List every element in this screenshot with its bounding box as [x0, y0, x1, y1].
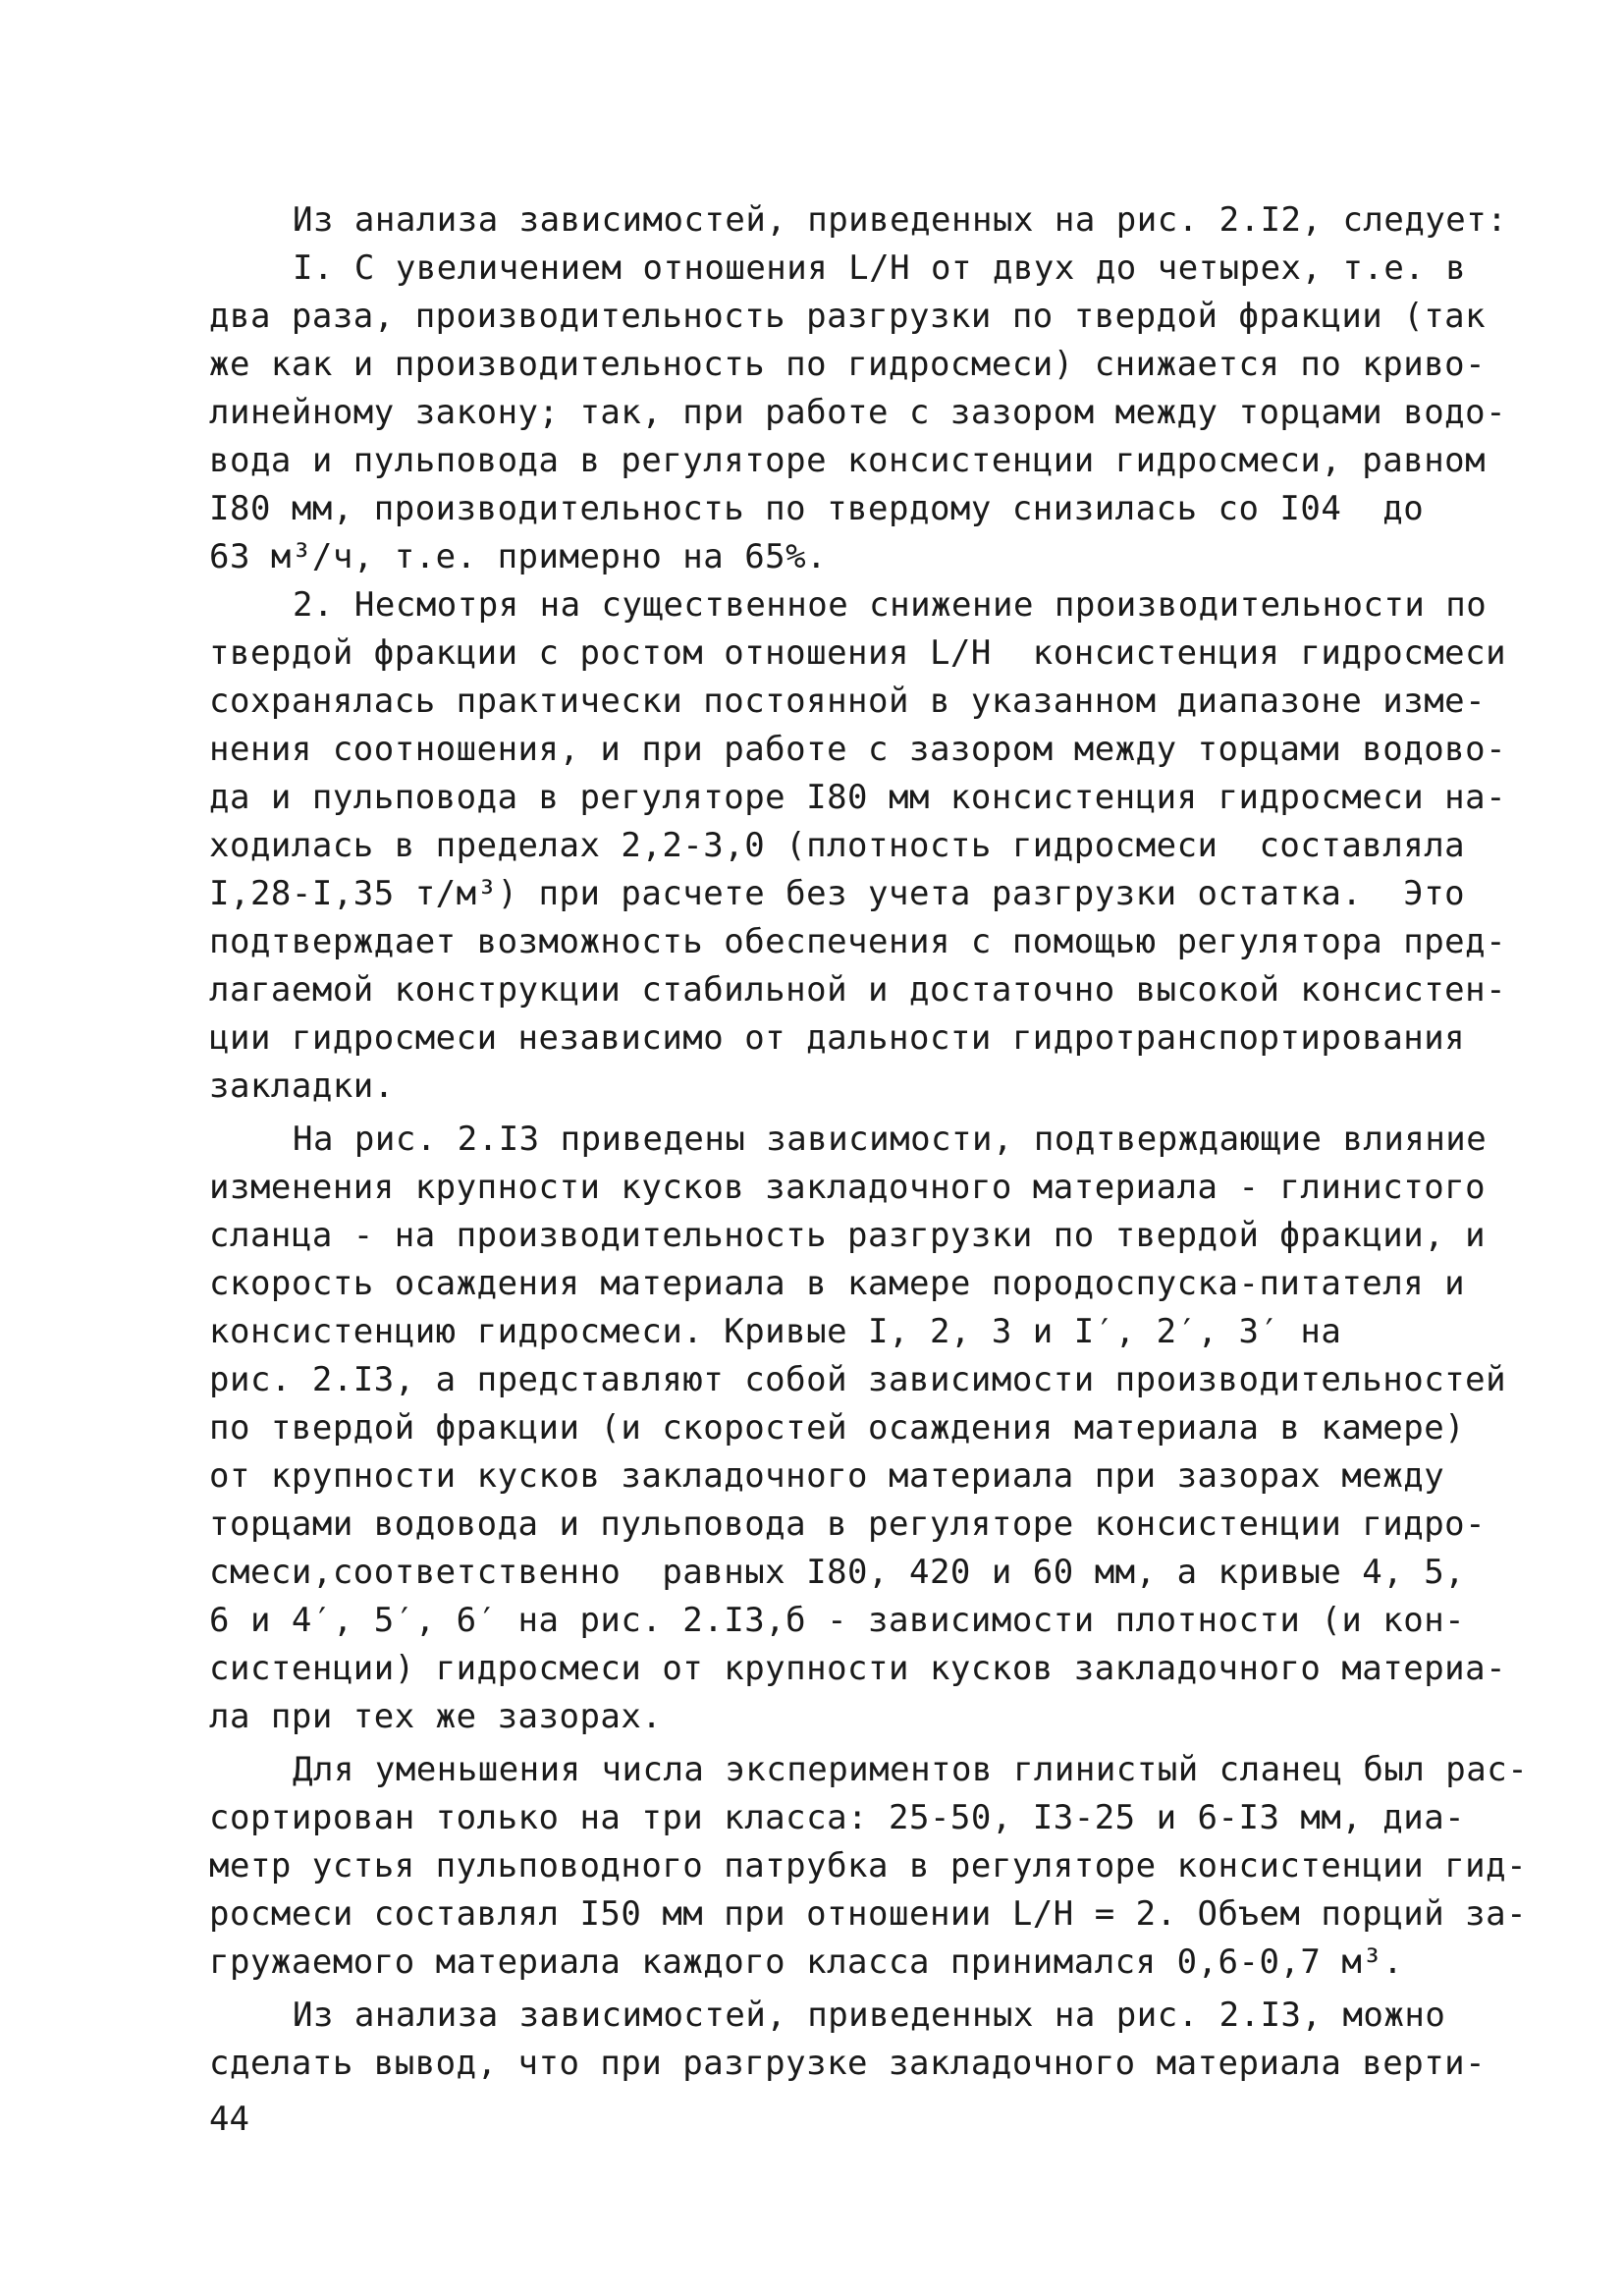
text-line: вода и пульповода в регуляторе консистенции гидросмеси, равном	[209, 441, 1487, 480]
text-line: ходилась в пределах 2,2-3,0 (плотность гидросмеси составляла	[209, 826, 1466, 865]
text-line: торцами водовода и пульповода в регуляторе консистенции гидро-	[209, 1504, 1487, 1544]
text-line: 6 и 4′, 5′, 6′ на рис. 2.I3,б - зависимости плотности (и кон-	[209, 1601, 1466, 1640]
text-line: сортирован только на три класса: 25-50, I3-25 и 6-I3 мм, диа-	[209, 1798, 1466, 1837]
text-line: подтверждает возможность обеспечения с помощью регулятора пред-	[209, 922, 1507, 961]
text-line: скорость осаждения материала в камере породоспуска-питателя и	[209, 1264, 1466, 1303]
text-line: росмеси составлял I50 мм при отношении L/H = 2. Объем порций за-	[209, 1894, 1528, 1934]
text-line: смеси,соответственно равных I80, 420 и 60 мм, а кривые 4, 5,	[209, 1553, 1466, 1592]
text-line: I80 мм, производительность по твердому снизилась со I04 до	[209, 489, 1425, 528]
text-line: лагаемой конструкции стабильной и достаточно высокой консистен-	[209, 970, 1507, 1010]
text-line: сделать вывод, что при разгрузке закладочного материала верти-	[209, 2044, 1487, 2083]
text-line: I,28-I,35 т/м³) при расчете без учета разгрузки остатка. Это	[209, 874, 1466, 913]
text-line: закладки.	[209, 1066, 395, 1106]
text-line: да и пульповода в регуляторе I80 мм консистенция гидросмеси на-	[209, 778, 1507, 817]
text-line: Из анализа зависимостей, приведенных на рис. 2.I3, можно	[293, 1995, 1446, 2035]
text-line: 2. Несмотря на существенное снижение производительности по	[293, 585, 1488, 625]
text-line: же как и производительность по гидросмеси) снижается по криво-	[209, 345, 1487, 384]
text-line: Для уменьшения числа экспериментов глинистый сланец был рас-	[293, 1750, 1529, 1789]
text-line: два раза, производительность разгрузки по твердой фракции (так	[209, 297, 1487, 336]
text-line: ции гидросмеси независимо от дальности гидротранспортирования	[209, 1018, 1466, 1058]
text-line: нения соотношения, и при работе с зазором между торцами водово-	[209, 730, 1507, 769]
text-line: I. С увеличением отношения L/H от двух до четырех, т.е. в	[293, 248, 1467, 288]
text-line: рис. 2.I3, а представляют собой зависимости производительностей	[209, 1360, 1507, 1399]
text-line: ла при тех же зазорах.	[209, 1697, 663, 1736]
text-line: от крупности кусков закладочного материала при зазорах между	[209, 1456, 1445, 1496]
text-line: сланца - на производительность разгрузки по твердой фракции, и	[209, 1216, 1487, 1255]
text-line: консистенцию гидросмеси. Кривые I, 2, 3 и I′, 2′, 3′ на	[209, 1312, 1342, 1351]
page-number: 44	[209, 2100, 249, 2139]
text-line: линейному закону; так, при работе с зазором между торцами водо-	[209, 393, 1507, 432]
text-line: твердой фракции с ростом отношения L/H консистенция гидросмеси	[209, 633, 1507, 673]
text-line: по твердой фракции (и скоростей осаждения материала в камере)	[209, 1408, 1466, 1448]
text-line: изменения крупности кусков закладочного материала - глинистого	[209, 1168, 1487, 1207]
text-line: На рис. 2.I3 приведены зависимости, подтверждающие влияние	[293, 1120, 1488, 1159]
text-line: гружаемого материала каждого класса принимался 0,6-0,7 м³.	[209, 1942, 1404, 1982]
text-line: Из анализа зависимостей, приведенных на рис. 2.I2, следует:	[293, 200, 1508, 240]
text-line: 63 м³/ч, т.е. примерно на 65%.	[209, 537, 828, 576]
text-line: систенции) гидросмеси от крупности кусков закладочного материа-	[209, 1649, 1507, 1688]
text-line: сохранялась практически постоянной в указанном диапазоне изме-	[209, 682, 1487, 721]
text-line: метр устья пульповодного патрубка в регуляторе консистенции гид-	[209, 1846, 1528, 1886]
